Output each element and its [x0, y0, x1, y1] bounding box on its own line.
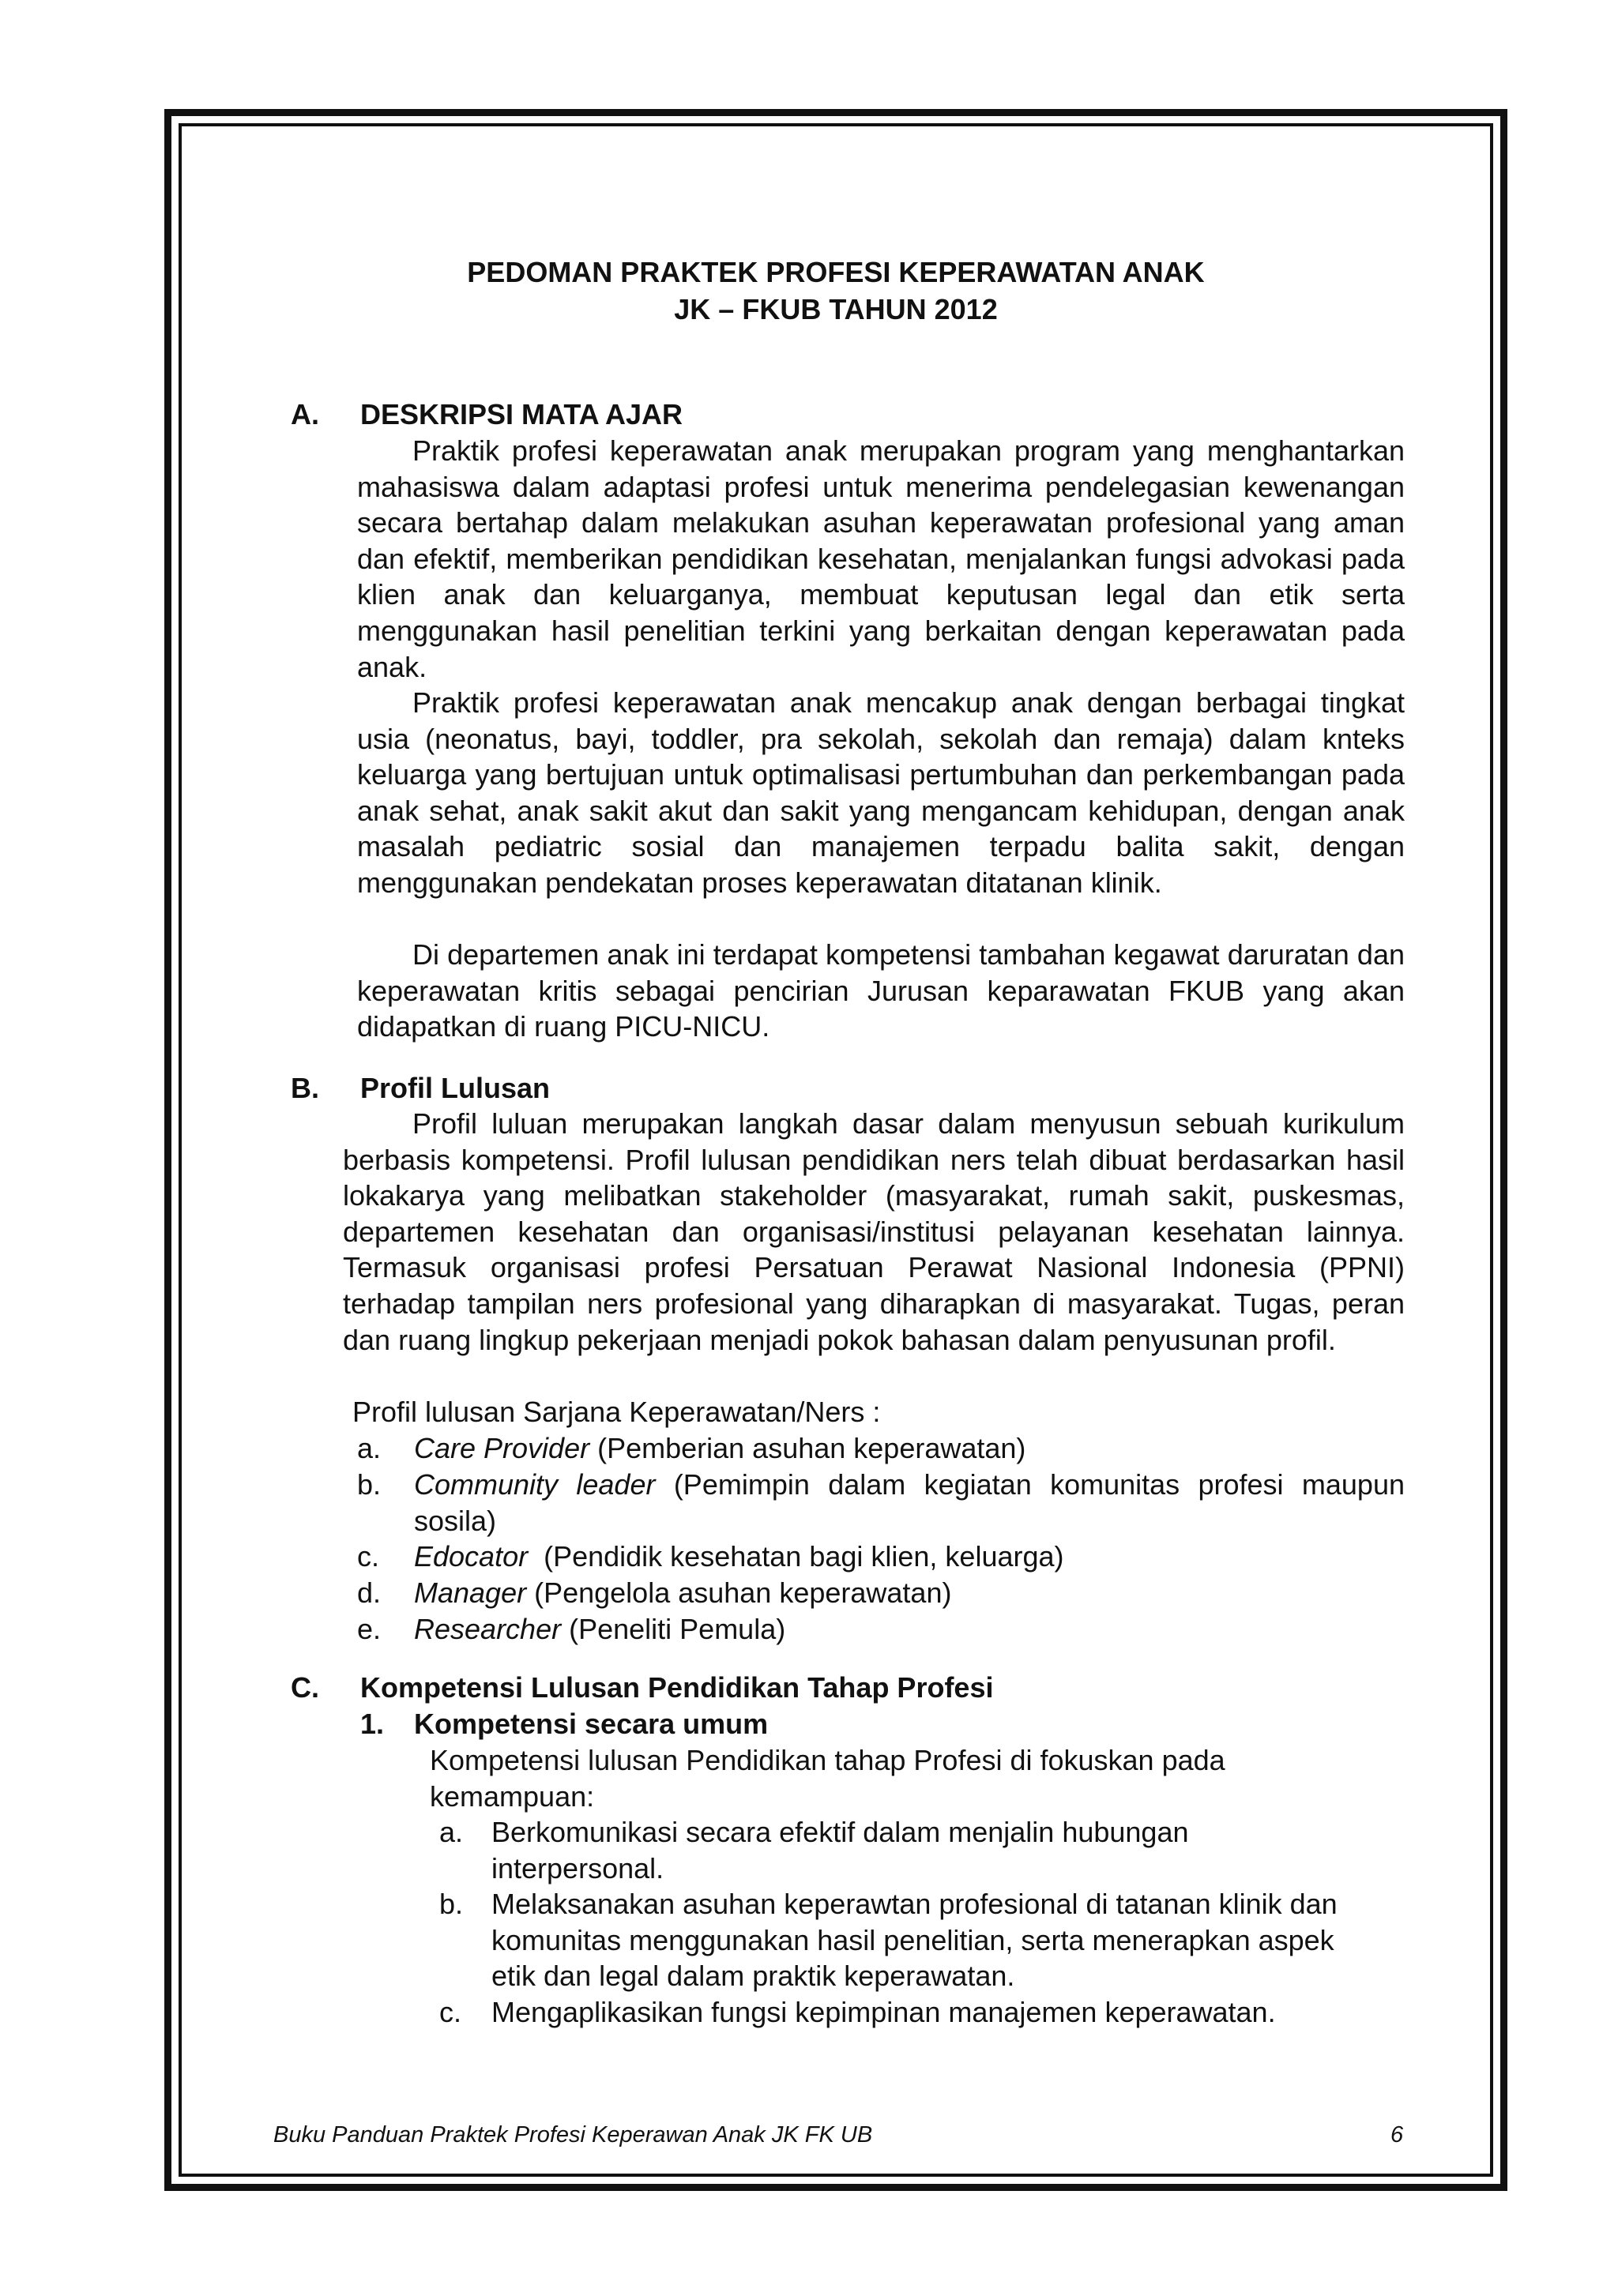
document-title-line-1: PEDOMAN PRAKTEK PROFESI KEPERAWATAN ANAK — [467, 256, 1205, 288]
section-c-label: C. — [291, 1671, 319, 1704]
profile-item-manager — [357, 1575, 1405, 1611]
competency-item-communication — [439, 1814, 1379, 1887]
competency-text: Berkomunikasi secara efektif dalam menjalin hubungan interpersonal. — [491, 1816, 1189, 1885]
subsection-1-heading: Kompetensi secara umum — [414, 1708, 769, 1740]
list-label: a. — [439, 1816, 464, 1848]
footer-title: Buku Panduan Praktek Profesi Keperawan Anak JK FK UB — [273, 2122, 873, 2148]
role-name: Edocator — [414, 1540, 529, 1573]
competency-item-nursing-care — [439, 1886, 1379, 1995]
role-description: (Pengelola asuhan keperawatan) — [526, 1576, 952, 1609]
role-description: (Pendidik kesehatan bagi klien, keluarga) — [528, 1540, 1064, 1573]
list-label: e. — [357, 1613, 382, 1645]
list-label: d. — [357, 1576, 382, 1609]
list-label: a. — [357, 1432, 382, 1464]
section-a-paragraph-3: Di departemen anak ini terdapat kompetensi tambahan kegawat daruratan dan keperawatan kritis sebagai pencirian Jurusan keparawatan FKUB yang akan didapatkan di ruang PICU-NICU. — [357, 938, 1405, 1043]
role-description: (Pemimpin dalam kegiatan komunitas profesi maupun sosila) — [414, 1468, 1405, 1537]
section-c-heading: Kompetensi Lulusan Pendidikan Tahap Profesi — [360, 1671, 994, 1704]
competency-item-leadership — [439, 1994, 1379, 2031]
section-a-label: A. — [291, 398, 319, 430]
role-name: Researcher — [414, 1613, 562, 1645]
section-b-heading: Profil Lulusan — [360, 1072, 551, 1104]
document-title-line-2: JK – FKUB TAHUN 2012 — [674, 293, 998, 325]
role-description: (Peneliti Pemula) — [561, 1613, 786, 1645]
list-label: b. — [439, 1888, 464, 1920]
section-b-paragraph: Profil luluan merupakan langkah dasar dalam menyusun sebuah kurikulum berbasis kompetensi. Profil lulusan pendidikan ners telah dibuat berdasarkan hasil lokakarya yang melibatkan stakeholder (masyarakat, rumah sakit, puskesmas, departemen kesehatan dan organisasi/institusi pelayanan kesehatan lainnya. Termasuk organisasi profesi Persatuan Perawat Nasional Indonesia (PPNI) terhadap tampilan ners profesional yang diharapkan di masyarakat. Tugas, peran dan ruang lingkup pekerjaan menjadi pokok bahasan dalam penyusunan profil. — [343, 1107, 1405, 1356]
profile-list-intro: Profil lulusan Sarjana Keperawatan/Ners : — [352, 1396, 881, 1428]
section-a-paragraph-2: Praktik profesi keperawatan anak mencakup anak dengan berbagai tingkat usia (neonatus, bayi, toddler, pra sekolah, sekolah dan remaja) dalam knteks keluarga yang bertujuan untuk optimalisasi pertumbuhan dan perkembangan pada anak sehat, anak sakit akut dan sakit yang mengancam kehidupan, dengan anak masalah pediatric sosial dan manajemen terpadu balita sakit, dengan menggunakan pendekatan proses keperawatan ditatanan klinik. — [357, 686, 1405, 899]
list-label: b. — [357, 1468, 382, 1501]
role-name: Manager — [414, 1576, 527, 1609]
role-description: (Pemberian asuhan keperawatan) — [589, 1432, 1026, 1464]
competency-intro: Kompetensi lulusan Pendidikan tahap Profesi di fokuskan pada kemampuan: — [430, 1744, 1225, 1813]
profile-item-educator — [357, 1539, 1405, 1575]
section-a-paragraph-1: Praktik profesi keperawatan anak merupakan program yang menghantarkan mahasiswa dalam adaptasi profesi untuk menerima pendelegasian kewenangan secara bertahap dalam melakukan asuhan keperawatan profesional yang aman dan efektif, memberikan pendidikan kesehatan, menjalankan fungsi advokasi pada klien anak dan keluarganya, membuat keputusan legal dan etik serta menggunakan hasil penelitian terkini yang berkaitan dengan keperawatan pada anak. — [357, 434, 1405, 683]
competency-text: Melaksanakan asuhan keperawtan profesional di tatanan klinik dan komunitas menggunakan hasil penelitian, serta menerapkan aspek etik dan legal dalam praktik keperawatan. — [491, 1888, 1338, 1993]
section-a-heading: DESKRIPSI MATA AJAR — [360, 398, 683, 430]
profile-item-care-provider — [357, 1430, 1405, 1467]
competency-text: Mengaplikasikan fungsi kepimpinan manajemen keperawatan. — [491, 1996, 1276, 2028]
profile-item-researcher — [357, 1611, 1405, 1648]
page-number: 6 — [1390, 2122, 1404, 2148]
role-name: Care Provider — [414, 1432, 590, 1464]
list-label: c. — [357, 1540, 380, 1573]
profile-item-community-leader — [357, 1467, 1405, 1539]
section-b-label: B. — [291, 1072, 319, 1104]
list-label: c. — [439, 1996, 462, 2028]
role-name: Community leader — [414, 1468, 656, 1501]
subsection-1-label: 1. — [360, 1708, 385, 1740]
